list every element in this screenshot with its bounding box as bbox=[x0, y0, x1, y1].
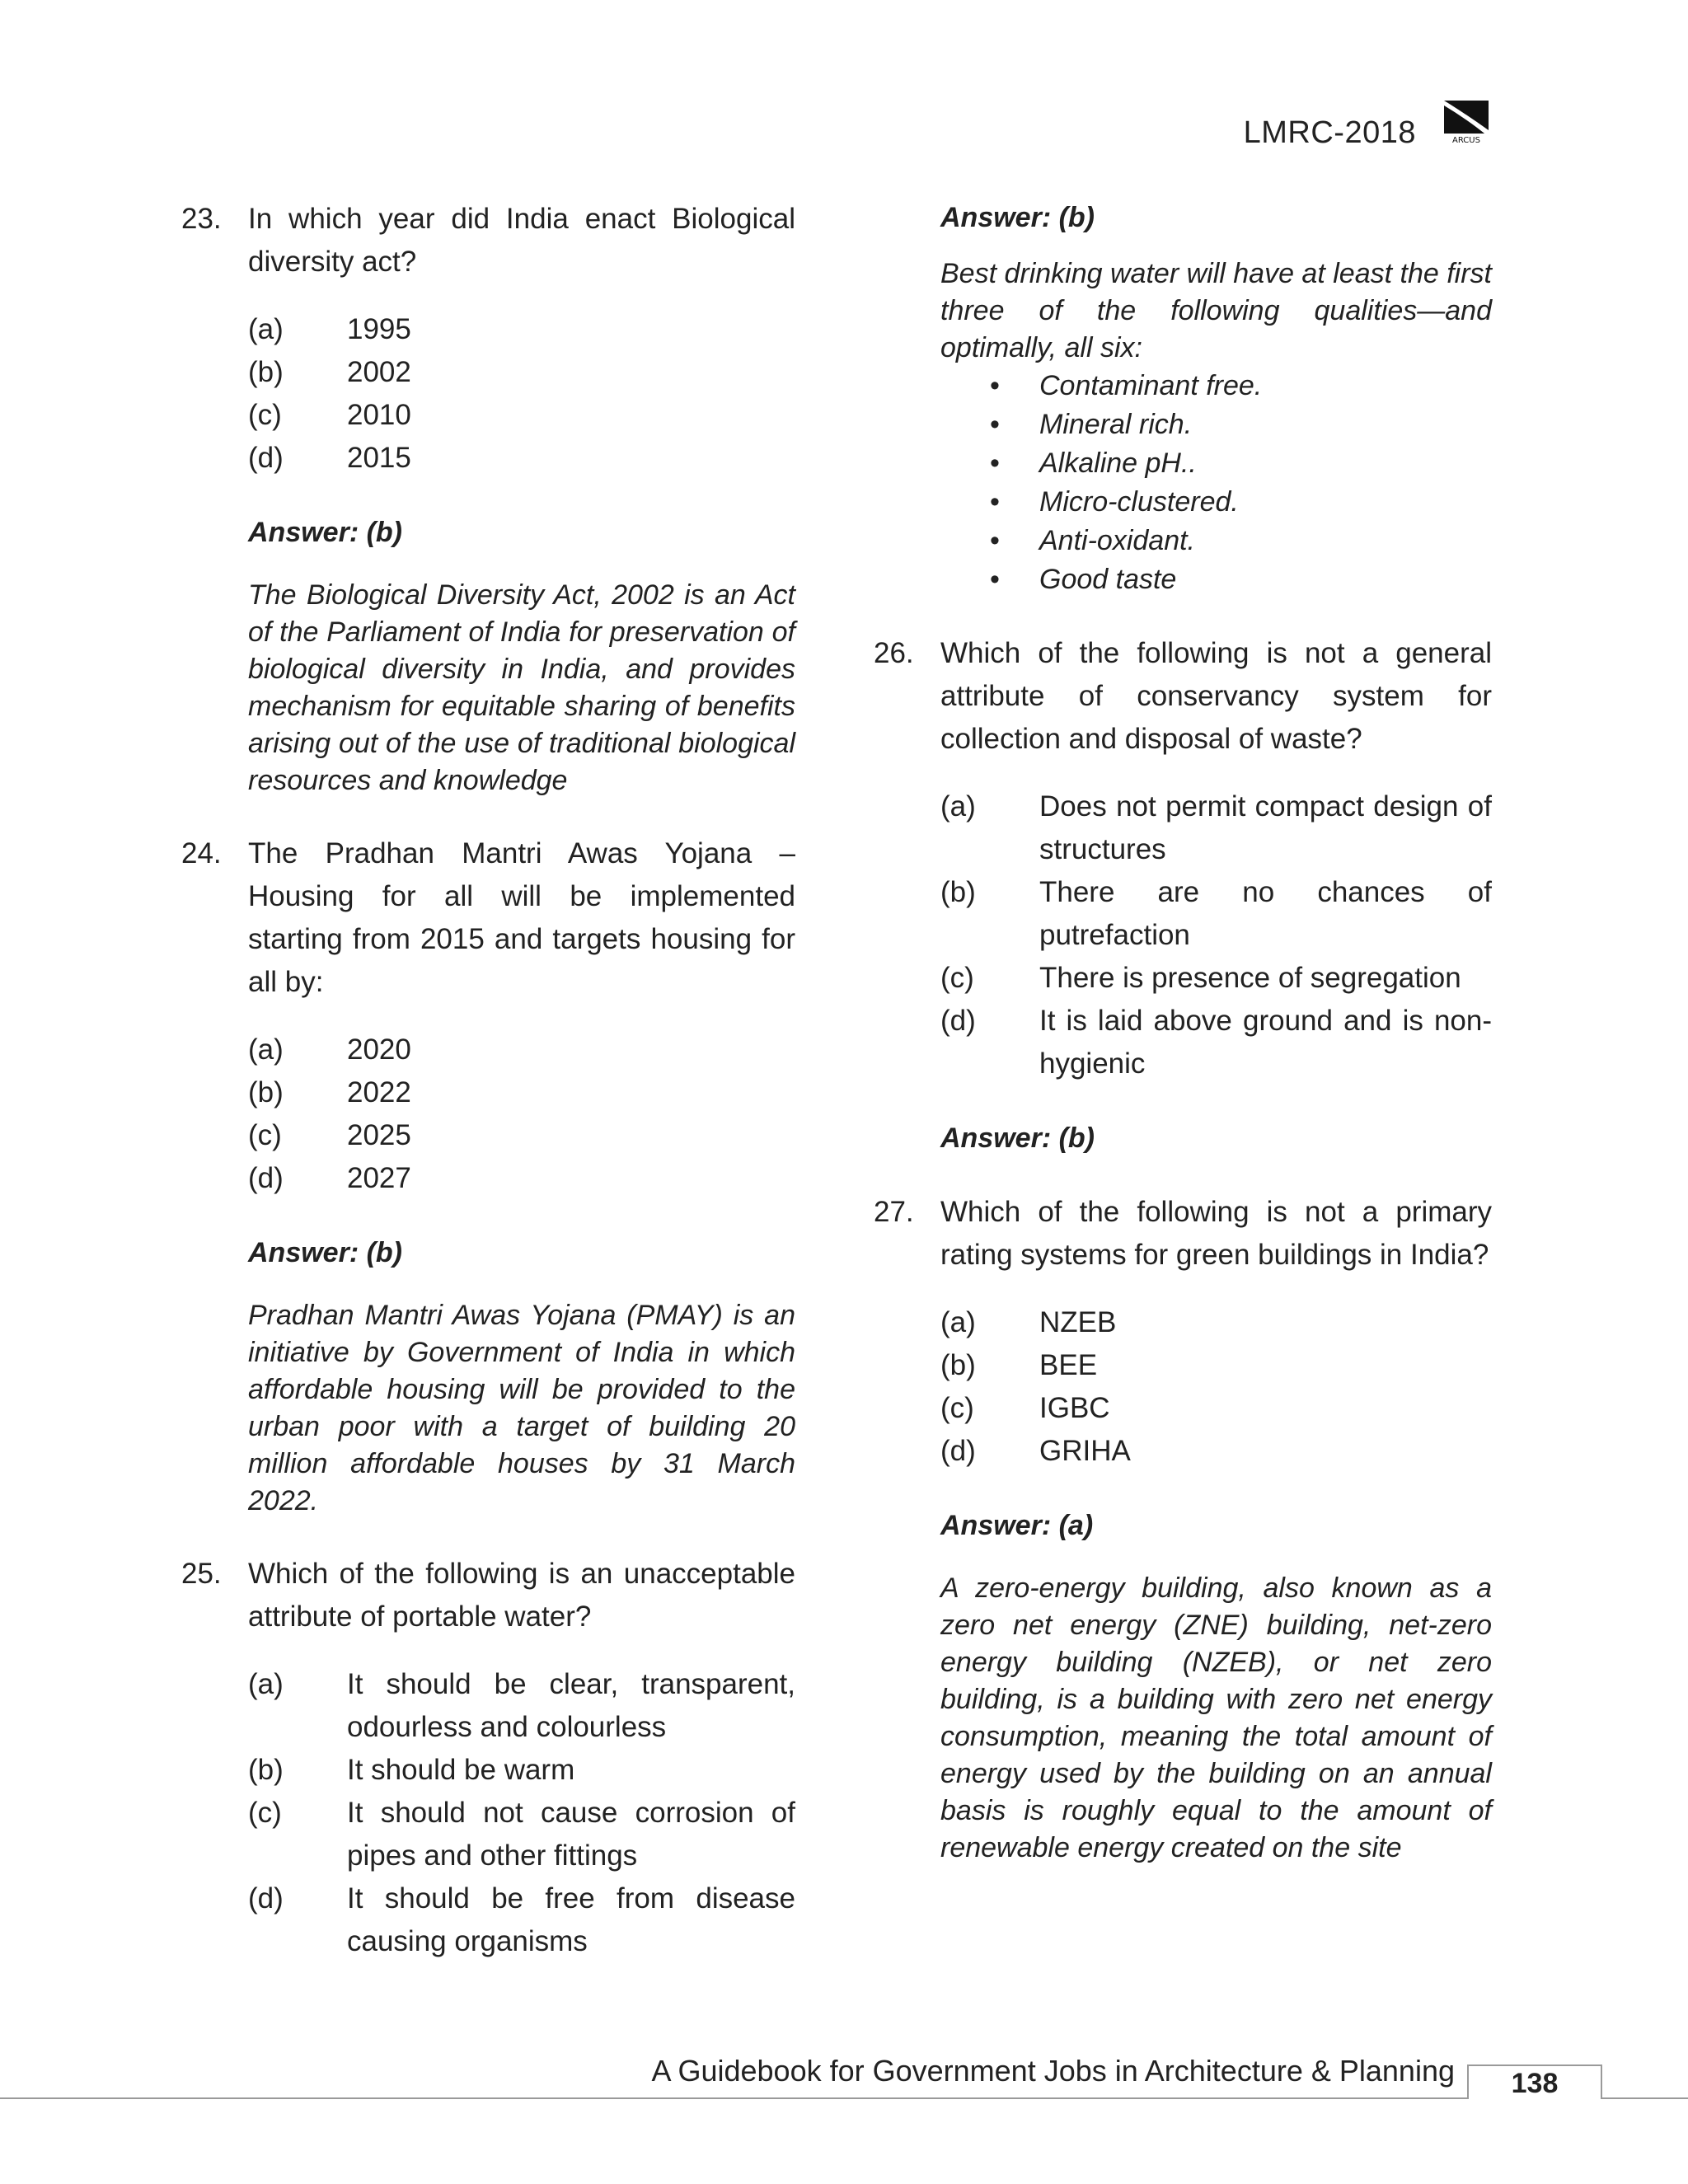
option-b bbox=[940, 1344, 1492, 1387]
option-text: 2020 bbox=[347, 1033, 411, 1066]
question-number: 26. bbox=[874, 637, 914, 669]
option-text: 2025 bbox=[347, 1119, 411, 1151]
option-letter: (b) bbox=[248, 356, 284, 388]
answer-label: Answer: (b) bbox=[248, 517, 402, 548]
footer-divider bbox=[0, 2097, 1688, 2099]
option-letter: (c) bbox=[248, 399, 282, 431]
option-letter: (a) bbox=[940, 1306, 976, 1338]
option-letter: (d) bbox=[248, 442, 284, 474]
option-letter: (a) bbox=[248, 1033, 284, 1066]
answer-label: Answer: (b) bbox=[940, 1122, 1095, 1154]
option-a bbox=[940, 785, 1492, 871]
question-text: In which year did India enact Biological diversity act? bbox=[248, 203, 795, 278]
option-text: 2022 bbox=[347, 1076, 411, 1108]
question-25 bbox=[181, 1553, 795, 1963]
option-text: 1995 bbox=[347, 313, 411, 345]
question-number: 24. bbox=[181, 837, 222, 869]
option-letter: (b) bbox=[248, 1754, 284, 1786]
option-letter: (d) bbox=[248, 1882, 284, 1915]
question-number: 23. bbox=[181, 203, 222, 235]
question-number: 27. bbox=[874, 1196, 914, 1228]
option-b bbox=[248, 351, 795, 394]
option-text: BEE bbox=[1039, 1349, 1098, 1381]
option-text: It should be free from disease causing organisms bbox=[347, 1882, 795, 1957]
answer-explanation: Best drinking water will have at least the first three of the following qualities—and optimally, all six: bbox=[940, 258, 1492, 363]
option-c bbox=[248, 1792, 795, 1877]
question-text: Which of the following is an unacceptable attribute of portable water? bbox=[248, 1558, 795, 1633]
option-letter: (c) bbox=[940, 962, 974, 994]
option-d bbox=[248, 437, 795, 480]
question-number: 25. bbox=[181, 1558, 222, 1590]
option-letter: (a) bbox=[940, 790, 976, 823]
left-column bbox=[181, 198, 795, 1996]
option-letter: (b) bbox=[248, 1076, 284, 1108]
option-text: It should not cause corrosion of pipes and other fittings bbox=[347, 1797, 795, 1872]
option-text: IGBC bbox=[1039, 1392, 1110, 1424]
options-list bbox=[940, 1301, 1492, 1473]
option-c bbox=[248, 394, 795, 437]
option-text: It should be clear, transparent, odourless and colourless bbox=[347, 1668, 795, 1743]
option-c bbox=[940, 1387, 1492, 1430]
answer-label: Answer: (b) bbox=[248, 1237, 402, 1268]
question-text: The Pradhan Mantri Awas Yojana – Housing for all will be implemented starting from 2015 and targets housing for all by: bbox=[248, 837, 795, 998]
option-text: NZEB bbox=[1039, 1306, 1117, 1338]
option-letter: (c) bbox=[248, 1119, 282, 1151]
answer-label: Answer: (a) bbox=[940, 1510, 1094, 1541]
options-list bbox=[248, 1663, 795, 1963]
question-26 bbox=[874, 632, 1492, 1158]
option-a bbox=[248, 1029, 795, 1071]
question-23 bbox=[181, 198, 795, 799]
option-d bbox=[248, 1877, 795, 1963]
option-text: There is presence of segregation bbox=[1039, 962, 1461, 994]
answer-explanation: Pradhan Mantri Awas Yojana (PMAY) is an initiative by Government of India in which affordable housing will be provided to the urban poor with a target of building 20 million affordable houses by 31 March 2022. bbox=[248, 1300, 795, 1516]
question-text: Which of the following is not a primary rating systems for green buildings in India? bbox=[940, 1196, 1492, 1271]
option-text: There are no chances of putrefaction bbox=[1039, 876, 1492, 951]
option-text: 2002 bbox=[347, 356, 411, 388]
option-d bbox=[940, 1430, 1492, 1473]
option-letter: (a) bbox=[248, 1668, 284, 1700]
list-item: • Anti-oxidant. bbox=[990, 522, 1492, 560]
question-text: Which of the following is not a general attribute of conservancy system for collection and disposal of waste? bbox=[940, 637, 1492, 755]
option-text: GRIHA bbox=[1039, 1435, 1131, 1467]
option-b bbox=[248, 1071, 795, 1114]
list-item: • Good taste bbox=[990, 560, 1492, 599]
option-text: It is laid above ground and is non-hygienic bbox=[1039, 1005, 1492, 1080]
option-a bbox=[940, 1301, 1492, 1344]
question-25-answer bbox=[874, 198, 1492, 599]
option-text: It should be warm bbox=[347, 1754, 575, 1786]
page-number: 138 bbox=[1511, 2068, 1559, 2099]
option-letter: (b) bbox=[940, 876, 976, 908]
options-list bbox=[940, 785, 1492, 1085]
option-c bbox=[248, 1114, 795, 1157]
question-24 bbox=[181, 832, 795, 1520]
option-text: 2027 bbox=[347, 1162, 411, 1194]
option-letter: (a) bbox=[248, 313, 284, 345]
option-letter: (d) bbox=[248, 1162, 284, 1194]
option-letter: (c) bbox=[248, 1797, 282, 1829]
option-b bbox=[940, 871, 1492, 957]
option-text: 2015 bbox=[347, 442, 411, 474]
option-a bbox=[248, 308, 795, 351]
footer-title: A Guidebook for Government Jobs in Architecture & Planning bbox=[651, 2054, 1455, 2088]
option-text: Does not permit compact design of structures bbox=[1039, 790, 1492, 865]
option-text: 2010 bbox=[347, 399, 411, 431]
answer-label: Answer: (b) bbox=[940, 202, 1095, 233]
list-item: • Alkaline pH.. bbox=[990, 444, 1492, 483]
answer-explanation: A zero-energy building, also known as a zero net energy (ZNE) building, net-zero energy building (NZEB), or net zero building, is a building with zero net energy consumption, meaning the total amount of energy used by the building on an annual basis is roughly equal to the amount of renewable energy created on the site bbox=[940, 1572, 1492, 1863]
option-c bbox=[940, 957, 1492, 1000]
arcus-logo bbox=[1441, 97, 1492, 148]
option-letter: (b) bbox=[940, 1349, 976, 1381]
list-item: • Contaminant free. bbox=[990, 367, 1492, 405]
option-letter: (d) bbox=[940, 1005, 976, 1037]
option-a bbox=[248, 1663, 795, 1749]
list-item: • Mineral rich. bbox=[990, 405, 1492, 444]
page-header-title: LMRC-2018 bbox=[1243, 115, 1416, 150]
option-letter: (d) bbox=[940, 1435, 976, 1467]
option-d bbox=[940, 1000, 1492, 1085]
list-item: • Micro-clustered. bbox=[990, 483, 1492, 522]
logo-text: ARCUS bbox=[1452, 136, 1480, 145]
option-d bbox=[248, 1157, 795, 1200]
option-b bbox=[248, 1749, 795, 1792]
options-list bbox=[248, 1029, 795, 1200]
options-list bbox=[248, 308, 795, 480]
question-27 bbox=[874, 1191, 1492, 1867]
option-letter: (c) bbox=[940, 1392, 974, 1424]
right-column bbox=[874, 198, 1492, 1900]
page-number-box bbox=[1467, 2064, 1602, 2099]
answer-explanation: The Biological Diversity Act, 2002 is an Act of the Parliament of India for preservation of biological diversity in India, and provides mechanism for equitable sharing of benefits arising out of the use of traditional biological resources and knowledge bbox=[248, 579, 795, 796]
qualities-list bbox=[940, 367, 1492, 599]
